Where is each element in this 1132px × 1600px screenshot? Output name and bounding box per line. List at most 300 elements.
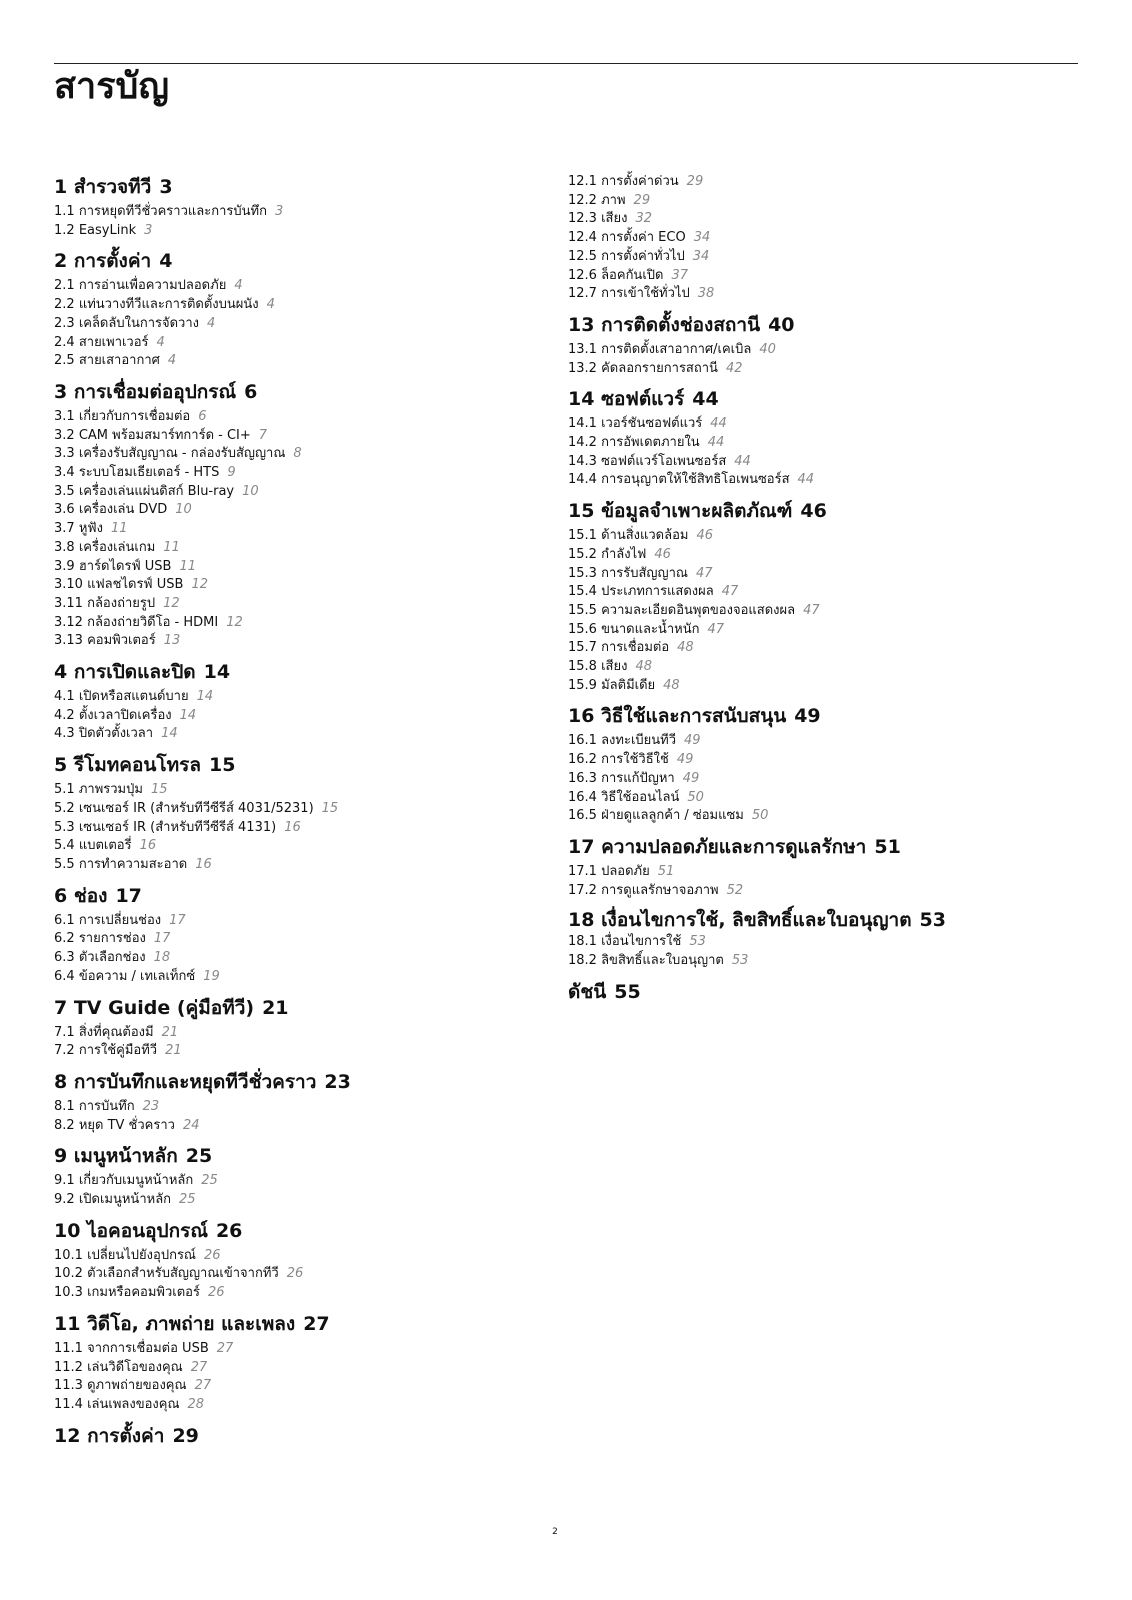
entry-page: 50 <box>687 789 704 805</box>
entry-number: 16.2 <box>568 752 597 768</box>
entry-number: 15.2 <box>568 546 597 562</box>
entry-title: การอนุญาตให้ใช้สิทธิโอเพนซอร์ส <box>601 472 790 488</box>
toc-entry[interactable] <box>54 1117 534 1136</box>
section-list <box>54 277 534 371</box>
entry-title: เวอร์ชันซอฟต์แวร์ <box>601 416 703 432</box>
entry-page: 15 <box>321 800 339 816</box>
entry-page: 4 <box>207 315 216 331</box>
section-list <box>54 912 534 987</box>
entry-title: เสียง <box>601 659 628 675</box>
toc-entry[interactable] <box>568 583 1048 602</box>
toc-entry[interactable] <box>568 565 1048 584</box>
entry-title: ซอฟต์แวร์โอเพนซอร์ส <box>601 453 727 469</box>
chapter-title: TV Guide (คู่มือทีวี) <box>73 996 255 1019</box>
toc-entry[interactable] <box>54 688 534 707</box>
chapter-heading[interactable] <box>568 703 1048 729</box>
toc-entry[interactable] <box>54 949 534 968</box>
chapter-heading[interactable] <box>568 979 1048 1005</box>
entry-page: 48 <box>635 659 652 675</box>
toc-entry[interactable] <box>54 1396 534 1415</box>
toc-right-column <box>568 170 1048 1005</box>
chapter-page: 29 <box>172 1424 199 1447</box>
toc-entry[interactable] <box>54 1377 534 1396</box>
toc-entry[interactable] <box>54 856 534 875</box>
entry-title: เครื่องเล่น DVD <box>78 502 168 518</box>
chapter-title: การติดตั้งช่องสถานี <box>601 313 761 336</box>
entry-page: 10 <box>175 502 192 518</box>
entry-page: 12 <box>226 614 243 630</box>
entry-page: 44 <box>797 472 815 488</box>
chapter-number: 18 <box>568 909 602 932</box>
entry-number: 3.2 <box>54 427 75 443</box>
entry-page: 14 <box>161 726 178 742</box>
entry-title: ฝ่ายดูแลลูกค้า / ซ่อมแซม <box>601 808 744 824</box>
chapter-number: 10 <box>54 1219 88 1242</box>
toc-entry[interactable] <box>54 800 534 819</box>
header-rule <box>54 63 1078 64</box>
toc-entry[interactable] <box>568 933 1048 952</box>
chapter-number: 16 <box>568 705 602 728</box>
entry-title: เกมหรือคอมพิวเตอร์ <box>87 1285 200 1301</box>
toc-entry[interactable] <box>54 595 534 614</box>
entry-page: 25 <box>179 1192 196 1208</box>
section-list <box>568 933 1048 970</box>
entry-title: สายเพาเวอร์ <box>78 334 149 350</box>
entry-number: 3.12 <box>54 614 83 630</box>
entry-number: 15.9 <box>568 677 597 693</box>
entry-title: มัลติมีเดีย <box>601 677 656 693</box>
toc-entry[interactable] <box>54 501 534 520</box>
entry-page: 25 <box>201 1173 218 1189</box>
entry-page: 40 <box>759 341 776 357</box>
entry-number: 17.1 <box>568 863 597 879</box>
entry-page: 29 <box>633 192 651 208</box>
entry-title: เกี่ยวกับการเชื่อมต่อ <box>78 408 191 424</box>
toc-entry[interactable] <box>568 210 1048 229</box>
chapter-title: การตั้งค่า <box>73 250 152 273</box>
entry-page: 51 <box>657 863 675 879</box>
entry-page: 21 <box>165 1043 182 1059</box>
toc-entry[interactable] <box>568 770 1048 789</box>
entry-number: 12.2 <box>568 192 597 208</box>
toc-entry[interactable] <box>568 285 1048 304</box>
chapter-heading[interactable] <box>54 995 534 1021</box>
entry-number: 3.8 <box>54 539 75 555</box>
entry-number: 4.2 <box>54 707 75 723</box>
chapter-heading[interactable] <box>568 386 1048 412</box>
entry-number: 10.3 <box>54 1285 83 1301</box>
entry-number: 15.1 <box>568 528 597 544</box>
entry-title: เครื่องเล่นเกม <box>78 539 156 555</box>
entry-title: ระบบโฮมเธียเตอร์ - HTS <box>78 465 220 481</box>
toc-entry[interactable] <box>568 602 1048 621</box>
toc-entry[interactable] <box>568 807 1048 826</box>
chapter-number: 6 <box>54 884 74 907</box>
chapter-heading[interactable] <box>54 1143 534 1169</box>
toc-entry[interactable] <box>568 229 1048 248</box>
chapter-heading[interactable] <box>568 498 1048 524</box>
entry-number: 2.4 <box>54 334 75 350</box>
entry-number: 6.3 <box>54 950 75 966</box>
toc-entry[interactable] <box>54 707 534 726</box>
entry-number: 15.8 <box>568 659 597 675</box>
entry-page: 11 <box>163 539 180 555</box>
chapter-title: วิดีโอ, ภาพถ่าย และเพลง <box>87 1312 296 1335</box>
toc-entry[interactable] <box>568 751 1048 770</box>
chapter-title: ช่อง <box>73 884 108 907</box>
chapter-page: 51 <box>874 835 901 858</box>
entry-number: 15.4 <box>568 584 597 600</box>
toc-entry[interactable] <box>54 1172 534 1191</box>
section-list <box>568 173 1048 304</box>
entry-title: การแก้ปัญหา <box>601 770 675 786</box>
entry-page: 27 <box>190 1359 208 1375</box>
chapter-heading[interactable] <box>54 1069 534 1095</box>
entry-page: 10 <box>242 483 259 499</box>
chapter-page: 26 <box>215 1219 243 1242</box>
entry-page: 14 <box>196 689 214 705</box>
toc-entry[interactable] <box>568 471 1048 490</box>
chapter-page: 14 <box>203 661 231 684</box>
entry-number: 14.2 <box>568 435 597 451</box>
entry-number: 18.1 <box>568 934 597 950</box>
chapter-heading[interactable] <box>54 379 534 405</box>
toc-entry[interactable] <box>54 1284 534 1303</box>
toc-entry[interactable] <box>54 427 534 446</box>
entry-number: 6.1 <box>54 912 75 928</box>
toc-entry[interactable] <box>54 930 534 949</box>
entry-title: เครื่องเล่นแผ่นดิสก์ Blu-ray <box>78 483 235 499</box>
entry-title: การเข้าใช้ทั่วไป <box>601 286 690 302</box>
entry-title: ปิดตัวตั้งเวลา <box>78 726 154 742</box>
entry-title: CAM พร้อมสมาร์ทการ์ด - CI+ <box>78 427 251 443</box>
chapter-title: สำรวจทีวี <box>73 176 152 198</box>
entry-page: 18 <box>153 950 171 966</box>
toc-entry[interactable] <box>54 968 534 987</box>
chapter-number: 3 <box>54 380 74 403</box>
entry-page: 50 <box>751 808 769 824</box>
toc-entry[interactable] <box>54 352 534 371</box>
toc-entry[interactable] <box>568 677 1048 696</box>
entry-title: ความละเอียดอินพุตของจอแสดงผล <box>601 602 796 618</box>
toc-entry[interactable] <box>54 1024 534 1043</box>
toc-entry[interactable] <box>568 952 1048 971</box>
entry-page: 12 <box>191 577 208 593</box>
entry-number: 11.1 <box>54 1340 83 1356</box>
entry-number: 3.9 <box>54 558 75 574</box>
entry-title: ล็อคกันเปิด <box>601 267 664 283</box>
entry-title: ลงทะเบียนทีวี <box>601 733 677 749</box>
entry-title: วิธีใช้ออนไลน์ <box>601 789 680 805</box>
entry-title: แบตเตอรี่ <box>78 838 132 854</box>
toc-entry[interactable] <box>54 408 534 427</box>
entry-number: 12.1 <box>568 174 597 189</box>
toc-entry[interactable] <box>54 222 534 241</box>
entry-title: กำลังไฟ <box>601 546 647 562</box>
entry-page: 29 <box>686 174 704 189</box>
section-list <box>54 1340 534 1415</box>
chapter-title: การเปิดและปิด <box>73 661 196 684</box>
entry-title: แท่นวางทีวีและการติดตั้งบนผนัง <box>78 297 259 313</box>
chapter-page: 40 <box>768 313 795 336</box>
chapter-number: 15 <box>568 500 602 523</box>
entry-number: 16.4 <box>568 789 597 805</box>
entry-page: 4 <box>234 278 243 294</box>
chapter-title: การตั้งค่า <box>87 1424 165 1447</box>
entry-title: เสียง <box>601 211 628 227</box>
chapter-heading[interactable] <box>54 248 534 274</box>
entry-title: ภาพรวมปุ่ม <box>78 782 143 798</box>
entry-title: เปลี่ยนไปยังอุปกรณ์ <box>87 1247 196 1263</box>
entry-number: 4.3 <box>54 726 75 742</box>
toc-entry[interactable] <box>54 614 534 633</box>
entry-page: 16 <box>139 838 157 854</box>
section-list <box>568 863 1048 900</box>
entry-title: หยุด TV ชั่วคราว <box>78 1117 175 1133</box>
entry-number: 11.3 <box>54 1378 83 1394</box>
entry-page: 26 <box>286 1266 304 1282</box>
entry-page: 47 <box>721 584 739 600</box>
entry-title: ดูภาพถ่ายของคุณ <box>87 1378 187 1394</box>
chapter-heading[interactable] <box>54 883 534 909</box>
entry-title: ตัวเลือกสำหรับสัญญาณเข้าจากทีวี <box>87 1266 279 1282</box>
toc-entry[interactable] <box>568 527 1048 546</box>
toc-entry[interactable] <box>54 725 534 744</box>
entry-title: เซนเซอร์ IR (สำหรับทีวีซีรีส์ 4131) <box>78 819 277 835</box>
chapter-number: 4 <box>54 661 74 684</box>
chapter-number: 12 <box>54 1424 88 1447</box>
entry-page: 46 <box>654 546 671 562</box>
entry-page: 9 <box>227 465 236 481</box>
chapter-heading[interactable] <box>568 908 1048 930</box>
entry-page: 47 <box>803 602 820 618</box>
toc-entry[interactable] <box>54 334 534 353</box>
chapter-heading[interactable] <box>54 174 534 200</box>
entry-title: เปิดหรือสแตนด์บาย <box>78 689 189 705</box>
toc-entry[interactable] <box>54 1247 534 1266</box>
entry-title: การทำความสะอาด <box>78 856 188 872</box>
entry-number: 15.7 <box>568 640 597 656</box>
entry-page: 46 <box>696 528 714 544</box>
entry-page: 16 <box>284 819 301 835</box>
toc-entry[interactable] <box>568 658 1048 677</box>
chapter-title: ความปลอดภัยและการดูแลรักษา <box>601 835 867 858</box>
chapter-title: การบันทึกและหยุดทีวีชั่วคราว <box>73 1070 317 1093</box>
entry-number: 5.1 <box>54 782 75 798</box>
toc-entry[interactable] <box>568 341 1048 360</box>
toc-entry[interactable] <box>568 732 1048 751</box>
toc-entry[interactable] <box>568 434 1048 453</box>
entry-number: 14.3 <box>568 453 597 469</box>
entry-page: 42 <box>725 360 743 376</box>
chapter-heading[interactable] <box>54 1218 534 1244</box>
chapter-heading[interactable] <box>54 1311 534 1337</box>
entry-page: 17 <box>169 912 186 928</box>
toc-entry[interactable] <box>568 248 1048 267</box>
entry-title: ข้อความ / เทเลเท็กซ์ <box>78 968 196 984</box>
toc-entry[interactable] <box>54 912 534 931</box>
entry-number: 10.1 <box>54 1247 83 1263</box>
chapter-page: 53 <box>919 909 946 932</box>
entry-page: 27 <box>216 1340 234 1356</box>
toc-entry[interactable] <box>54 445 534 464</box>
toc-entry[interactable] <box>54 1191 534 1210</box>
toc-entry[interactable] <box>54 558 534 577</box>
toc-entry[interactable] <box>54 837 534 856</box>
entry-title: ปลอดภัย <box>601 863 650 879</box>
entry-number: 12.3 <box>568 211 597 227</box>
entry-title: การใช้คู่มือทีวี <box>78 1043 158 1059</box>
chapter-number: 11 <box>54 1312 88 1335</box>
toc-entry[interactable] <box>54 781 534 800</box>
toc-entry[interactable] <box>54 483 534 502</box>
entry-number: 3.1 <box>54 408 75 424</box>
entry-page: 4 <box>167 353 177 369</box>
entry-number: 11.2 <box>54 1359 83 1375</box>
entry-title: เซนเซอร์ IR (สำหรับทีวีซีรีส์ 4031/5231) <box>78 800 314 816</box>
toc-entry[interactable] <box>54 539 534 558</box>
entry-title: ภาพ <box>601 192 626 208</box>
entry-number: 14.1 <box>568 416 597 432</box>
entry-number: 5.3 <box>54 819 75 835</box>
entry-number: 18.2 <box>568 953 597 969</box>
toc-entry[interactable] <box>54 277 534 296</box>
entry-title: สิ่งที่คุณต้องมี <box>78 1024 154 1040</box>
entry-number: 2.2 <box>54 297 75 313</box>
entry-number: 15.5 <box>568 602 597 618</box>
entry-number: 6.4 <box>54 968 75 984</box>
toc-entry[interactable] <box>568 192 1048 211</box>
entry-number: 5.5 <box>54 856 75 872</box>
page-number: 2 <box>552 1527 558 1537</box>
entry-number: 2.5 <box>54 353 75 369</box>
chapter-page: 55 <box>614 980 641 1003</box>
section-list <box>568 341 1048 378</box>
chapter-number: 1 <box>54 176 74 198</box>
entry-page: 24 <box>182 1117 200 1133</box>
entry-number: 6.2 <box>54 931 75 947</box>
entry-number: 3.10 <box>54 577 83 593</box>
section-list <box>54 1247 534 1303</box>
section-list <box>568 732 1048 826</box>
chapter-heading[interactable] <box>54 659 534 685</box>
toc-entry[interactable] <box>54 1042 534 1061</box>
entry-page: 47 <box>707 621 724 637</box>
entry-title: เล่นเพลงของคุณ <box>87 1396 180 1412</box>
entry-number: 7.1 <box>54 1024 75 1040</box>
toc-entry[interactable] <box>568 360 1048 379</box>
chapter-title: เมนูหน้าหลัก <box>73 1145 178 1168</box>
toc-entry[interactable] <box>54 464 534 483</box>
entry-title: กล้องถ่ายรูป <box>87 595 156 611</box>
page-title: สารบัญ <box>54 66 170 107</box>
toc-entry[interactable] <box>54 1098 534 1117</box>
entry-page: 44 <box>707 435 725 451</box>
chapter-page: 25 <box>185 1145 213 1168</box>
toc-entry[interactable] <box>54 1265 534 1284</box>
entry-title: เปิดเมนูหน้าหลัก <box>78 1192 172 1208</box>
entry-number: 5.2 <box>54 800 75 816</box>
entry-page: 4 <box>156 334 165 350</box>
toc-entry[interactable] <box>568 863 1048 882</box>
toc-entry[interactable] <box>568 415 1048 434</box>
entry-page: 13 <box>163 633 181 649</box>
entry-number: 3.5 <box>54 483 75 499</box>
entry-number: 11.4 <box>54 1396 83 1412</box>
entry-title: ประเภทการแสดงผล <box>601 584 714 600</box>
entry-number: 5.4 <box>54 838 75 854</box>
entry-page: 6 <box>198 408 207 424</box>
entry-number: 7.2 <box>54 1043 75 1059</box>
toc-entry[interactable] <box>54 1359 534 1378</box>
toc-entry[interactable] <box>568 173 1048 192</box>
toc-entry[interactable] <box>54 203 534 222</box>
chapter-title: เงื่อนไขการใช้, ลิขสิทธิ์และใบอนุญาต <box>601 909 912 932</box>
entry-number: 3.11 <box>54 595 83 611</box>
entry-number: 3.4 <box>54 465 75 481</box>
entry-page: 7 <box>258 427 268 443</box>
entry-title: เกี่ยวกับเมนูหน้าหลัก <box>78 1173 194 1189</box>
chapter-heading[interactable] <box>568 834 1048 860</box>
entry-number: 4.1 <box>54 689 75 705</box>
entry-page: 38 <box>697 286 715 302</box>
entry-number: 1.2 <box>54 222 75 238</box>
toc-entry[interactable] <box>568 546 1048 565</box>
chapter-heading[interactable] <box>54 1423 534 1449</box>
entry-page: 15 <box>150 782 168 798</box>
toc-entry[interactable] <box>54 315 534 334</box>
toc-entry[interactable] <box>54 576 534 595</box>
entry-number: 16.3 <box>568 770 597 786</box>
entry-title: ขนาดและน้ำหนัก <box>601 621 700 637</box>
entry-title: ตั้งเวลาปิดเครื่อง <box>78 707 172 723</box>
entry-page: 23 <box>142 1098 160 1114</box>
entry-title: ฮาร์ดไดรฟ์ USB <box>78 558 172 574</box>
entry-number: 12.6 <box>568 267 597 283</box>
entry-number: 16.5 <box>568 808 597 824</box>
toc-entry[interactable] <box>568 267 1048 286</box>
toc-entry[interactable] <box>54 632 534 651</box>
section-list <box>54 781 534 875</box>
toc-entry[interactable] <box>568 639 1048 658</box>
chapter-page: 4 <box>159 250 173 273</box>
entry-number: 8.1 <box>54 1098 75 1114</box>
entry-title: การตั้งค่าทั่วไป <box>601 248 685 264</box>
entry-title: EasyLink <box>78 222 137 238</box>
toc-entry[interactable] <box>54 1340 534 1359</box>
entry-page: 19 <box>203 968 220 984</box>
entry-title: รายการช่อง <box>78 931 146 947</box>
toc-entry[interactable] <box>568 882 1048 901</box>
toc-entry[interactable] <box>54 819 534 838</box>
entry-title: ลิขสิทธิ์และใบอนุญาต <box>601 953 724 969</box>
section-list <box>54 1024 534 1061</box>
section-list <box>54 688 534 744</box>
entry-number: 15.3 <box>568 565 597 581</box>
entry-number: 9.1 <box>54 1173 75 1189</box>
chapter-page: 44 <box>692 388 719 411</box>
toc-entry[interactable] <box>568 789 1048 808</box>
chapter-heading[interactable] <box>568 312 1048 338</box>
toc-entry[interactable] <box>54 520 534 539</box>
toc-entry[interactable] <box>54 296 534 315</box>
section-list <box>568 527 1048 695</box>
entry-title: การเชื่อมต่อ <box>601 640 670 656</box>
toc-entry[interactable] <box>568 621 1048 640</box>
section-list <box>54 408 534 651</box>
toc-entry[interactable] <box>568 453 1048 472</box>
chapter-heading[interactable] <box>54 752 534 778</box>
